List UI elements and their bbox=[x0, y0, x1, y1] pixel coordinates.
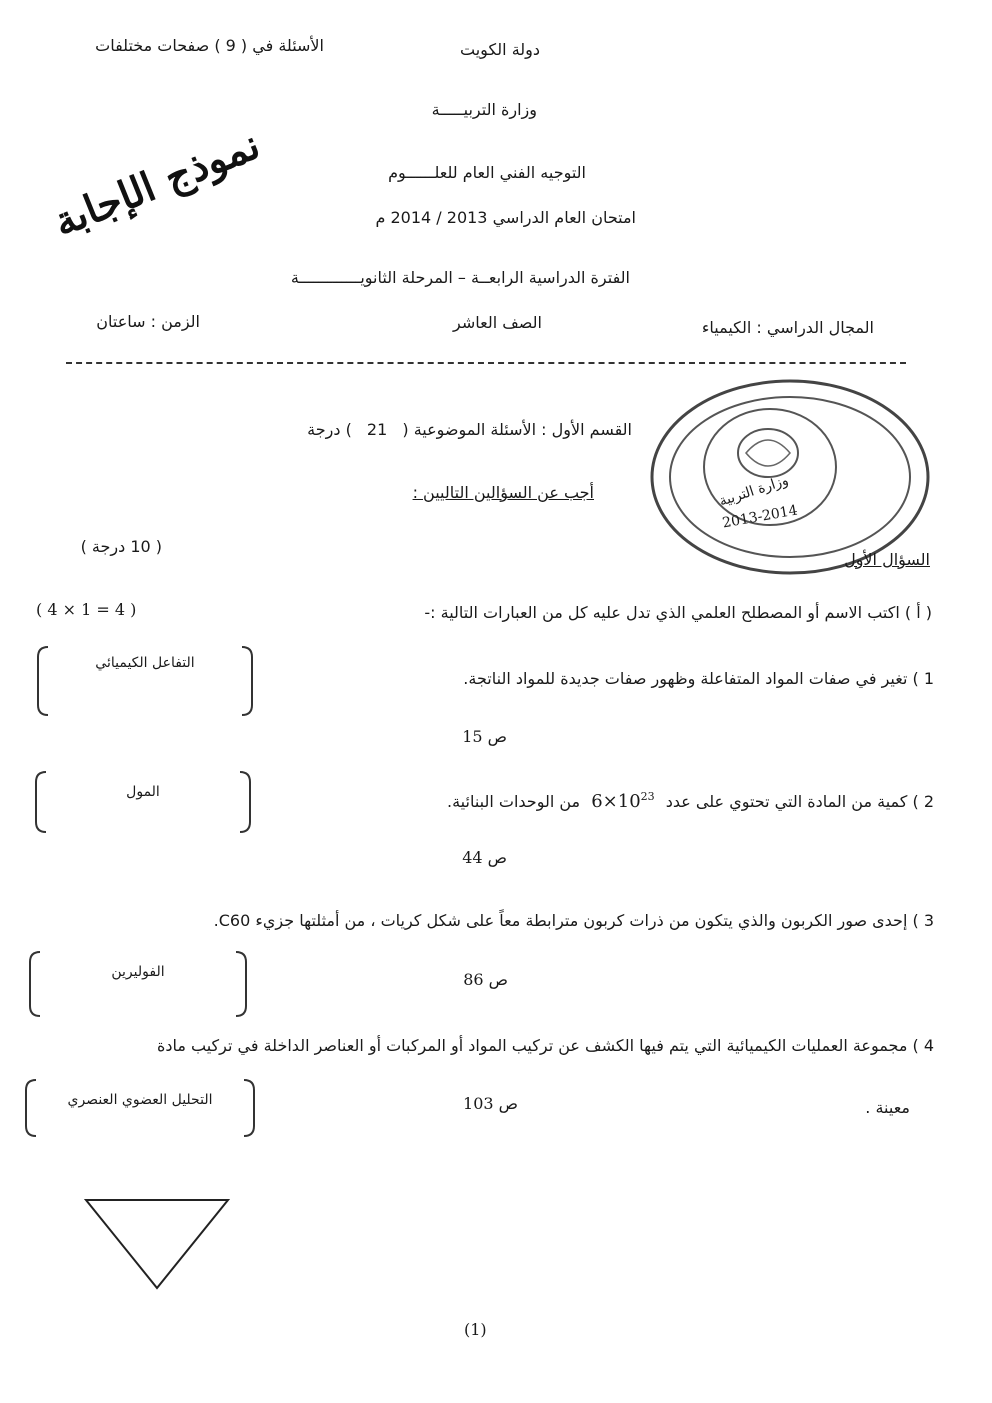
question1-marks: ( 10 درجة ) bbox=[80, 537, 162, 556]
item-3-statement bbox=[214, 911, 934, 930]
subject-field: المجال الدراسي : الكيمياء bbox=[701, 318, 874, 337]
section-instruction: أجب عن السؤالين التاليين : bbox=[412, 483, 594, 502]
item-2-quantity-base: 6×10 bbox=[591, 791, 641, 812]
section-marks: 21 bbox=[366, 420, 388, 439]
continue-triangle-icon bbox=[84, 1198, 230, 1290]
item-1-answer-box bbox=[34, 645, 256, 717]
item-4-page-ref: ص 103 bbox=[463, 1094, 518, 1113]
item-3-text: إحدى صور الكربون والذي يتكون من ذرات كربون مترابطة معاً على شكل كريات ، من أمثلتها جزيء C60. bbox=[213, 911, 908, 930]
seal-center-text: وزارة التربية bbox=[717, 472, 791, 510]
item-1-statement bbox=[463, 669, 934, 688]
item-3-answer-box bbox=[26, 950, 250, 1018]
item-2-text-before: كمية من المادة التي تحتوي على عدد bbox=[665, 792, 908, 811]
seal-years: 2013-2014 bbox=[721, 502, 799, 532]
item-1-answer: التفاعل الكيميائي bbox=[95, 655, 195, 671]
directorate-name: التوجيه الفني العام للعلــــــوم bbox=[388, 163, 586, 182]
item-1-text: تغير في صفات المواد المتفاعلة وظهور صفات جديدة للمواد الناتجة. bbox=[463, 669, 908, 688]
exam-period: الفترة الدراسية الرابعــة – المرحلة الثانويـــــــــــــة bbox=[290, 268, 630, 287]
item-2-exponent: 23 bbox=[640, 790, 655, 803]
item-4-number: 4 ) bbox=[912, 1036, 934, 1055]
item-2-statement bbox=[447, 790, 934, 812]
answer-model-stamp: نموذج الإجابة bbox=[47, 120, 267, 247]
item-2-number: 2 ) bbox=[912, 792, 934, 811]
item-1-page-ref: ص 15 bbox=[462, 727, 507, 746]
exam-year: امتحان العام الدراسي 2013 / 2014 م bbox=[375, 208, 636, 227]
item-4-text-continued: معينة . bbox=[865, 1098, 910, 1117]
part-a-marks-text: ( 4 × 1 = 4 ) bbox=[36, 600, 137, 619]
question1-label: السؤال الأول bbox=[844, 550, 930, 569]
section-title-suffix: ) درجة bbox=[307, 420, 352, 439]
item-2-quantity bbox=[585, 790, 660, 812]
item-4-answer-box bbox=[22, 1078, 258, 1138]
item-2-answer-box bbox=[32, 770, 254, 834]
item-4-answer: التحليل العضوي العنصري bbox=[67, 1092, 213, 1108]
grade-level: الصف العاشر bbox=[453, 313, 542, 332]
section-title-prefix: القسم الأول : الأسئلة الموضوعية ( bbox=[402, 420, 632, 439]
item-2-text-after: من الوحدات البنائية. bbox=[447, 792, 581, 811]
exam-duration: الزمن : ساعتان bbox=[96, 312, 200, 331]
section-title bbox=[307, 420, 632, 439]
item-4-statement bbox=[157, 1036, 934, 1055]
ministry-name: وزارة التربيـــــة bbox=[431, 100, 537, 119]
item-1-number: 1 ) bbox=[912, 669, 934, 688]
item-3-page-ref: ص 86 bbox=[463, 970, 508, 989]
item-3-number: 3 ) bbox=[912, 911, 934, 930]
item-3-answer: الفوليرين bbox=[111, 964, 165, 980]
header-divider bbox=[66, 362, 906, 364]
country-name: دولة الكويت bbox=[460, 40, 540, 59]
item-2-page-ref: ص 44 bbox=[462, 848, 507, 867]
page-count-note: الأسئلة في ( 9 ) صفحات مختلفات bbox=[95, 36, 324, 55]
item-2-answer: المول bbox=[126, 784, 160, 800]
part-a-marks bbox=[36, 600, 136, 619]
item-4-text: مجموعة العمليات الكيميائية التي يتم فيها الكشف عن تركيب المواد أو المركبات أو العناصر الداخلة في تركيب مادة bbox=[156, 1036, 908, 1055]
part-a-instruction: ( أ ) اكتب الاسم أو المصطلح العلمي الذي تدل عليه كل من العبارات التالية :- bbox=[424, 603, 932, 622]
page-number: (1) bbox=[464, 1320, 487, 1339]
